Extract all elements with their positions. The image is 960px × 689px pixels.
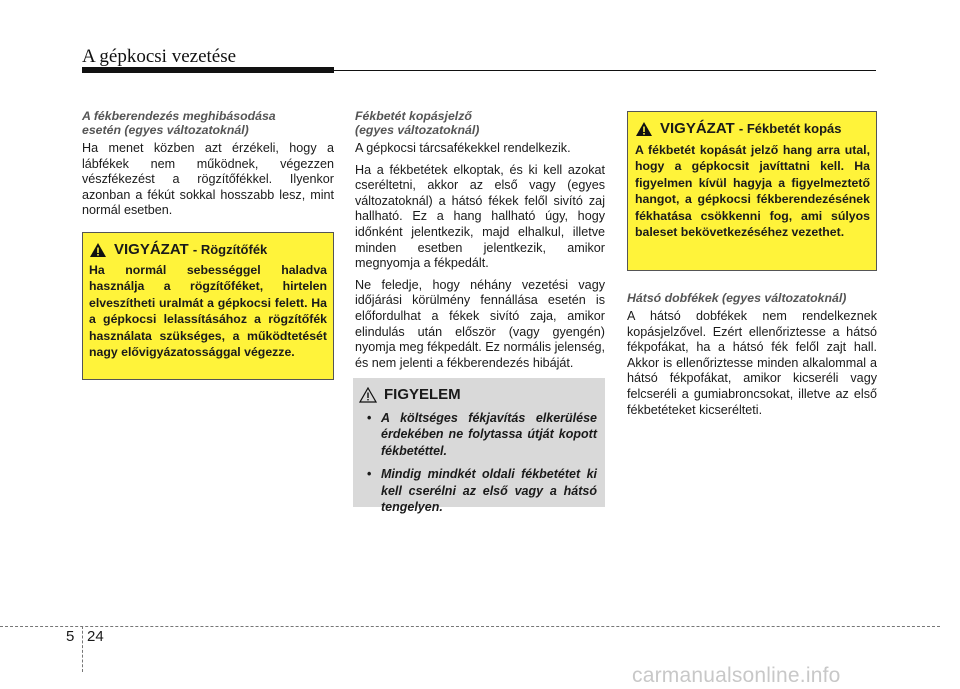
warning-subtitle: - Fékbetét kopás: [738, 121, 842, 136]
warning-title: VIGYÁZAT: [114, 241, 189, 258]
paragraph: Ne feledje, hogy néhány vezetési vagy időjárási körülmény fennállása esetén is előfordulhat a fékek sivító zaja, amikor elindulás után először (vagy gyengén) nyomja meg fékpedált. Ez normális jelenség, és nem jelenti a fékberendezés hibáját.: [355, 277, 605, 370]
warning-triangle-icon: [89, 242, 107, 258]
heading-line: (egyes változatoknál): [355, 123, 480, 137]
caution-triangle-icon: [359, 387, 377, 403]
note-header: [359, 386, 597, 404]
warning-box-parking-brake: [82, 232, 334, 380]
paragraph: Ha a fékbetétek elkoptak, és ki kell azokat cseréltetni, akkor az első vagy (egyes változatoknál) a hátsó fékek felől sivító zaj hallható. Ez a hang hallható úgy, hogy időnként jelentkezik, majd elhalkul, illetve minden esetben jelentkezik, amikor megnyomja a fékpedált.: [355, 162, 605, 271]
section-heading-brake-failure: [82, 109, 334, 137]
heading-line: A fékberendezés meghibásodása: [82, 109, 276, 123]
header-bar: [82, 67, 334, 73]
page-number: 24: [87, 628, 104, 645]
list-item: • Mindig mindkét oldali fékbetétet ki kell cserélni az első vagy a hátsó tengelyen.: [359, 466, 597, 515]
paragraph: A gépkocsi tárcsafékekkel rendelkezik.: [355, 141, 571, 155]
right-column: [627, 291, 877, 424]
section-heading-wear-indicator: [355, 109, 605, 137]
watermark: carmanualsonline.info: [632, 664, 841, 687]
warning-box-pad-wear: [627, 111, 877, 271]
warning-triangle-icon: [635, 121, 653, 137]
left-column: [82, 109, 334, 225]
note-list: [359, 410, 597, 515]
chapter-number: 5: [66, 628, 75, 645]
warning-body: Ha normál sebességgel haladva használja a rögzítőféket, hirtelen elveszítheti uralmát a gépkocsi felett. Ha a gépkocsi lelassításához a rögzítőfék használata szükséges, a működtetését nagy elővigyázatossággal végezze.: [89, 263, 327, 360]
paragraph: Ha menet közben azt érzékeli, hogy a lábfékek nem működnek, végezzen vészfékezést a rögzítőfékkel. Ilyenkor azonban a fékút sokkal hosszabb lesz, mint normál esetben.: [82, 141, 334, 218]
warning-title: VIGYÁZAT: [660, 120, 735, 137]
heading-line: esetén (egyes változatoknál): [82, 123, 249, 137]
note-title: FIGYELEM: [384, 386, 461, 403]
heading-line: Fékbetét kopásjelző: [355, 109, 472, 123]
header-rule: [334, 70, 876, 71]
warning-header: [635, 120, 870, 138]
list-item: • A költséges fékjavítás elkerülése érdekében ne folytassa útját kopott fékbetéttel.: [359, 410, 597, 459]
footer-rule: [0, 626, 940, 627]
warning-header: [89, 241, 327, 259]
middle-column: [355, 109, 605, 377]
paragraph: A hátsó dobfékek nem rendelkeznek kopásjelzővel. Ezért ellenőriztesse a hátsó fékpofákat, ha a hátsó fék felől zajt hall. Akkor is ellenőriztesse minden alkalommal a hátsó fékpofákat, amikor kicseréli vagy felcseréli a gumiabroncsokat, illetve az első fékbetéteket kicserélteti.: [627, 309, 877, 417]
warning-subtitle: - Rögzítőfék: [192, 242, 268, 257]
footer-divider: [82, 626, 83, 672]
note-box-figyelem: [353, 378, 605, 515]
warning-body: A fékbetét kopását jelző hang arra utal, hogy a gépkocsit javíttatni kell. Ha figyelmen kívül hagyja a figyelmeztető hangot, a gépkocsi fékberendezésének fékhatása csökkenni fog, ami súlyos baleset bekövetkezéséhez vezethet.: [635, 143, 870, 240]
section-heading-drum-brakes: Hátsó dobfékek (egyes változatoknál): [627, 291, 847, 305]
page-header-title: A gépkocsi vezetése: [82, 46, 237, 67]
